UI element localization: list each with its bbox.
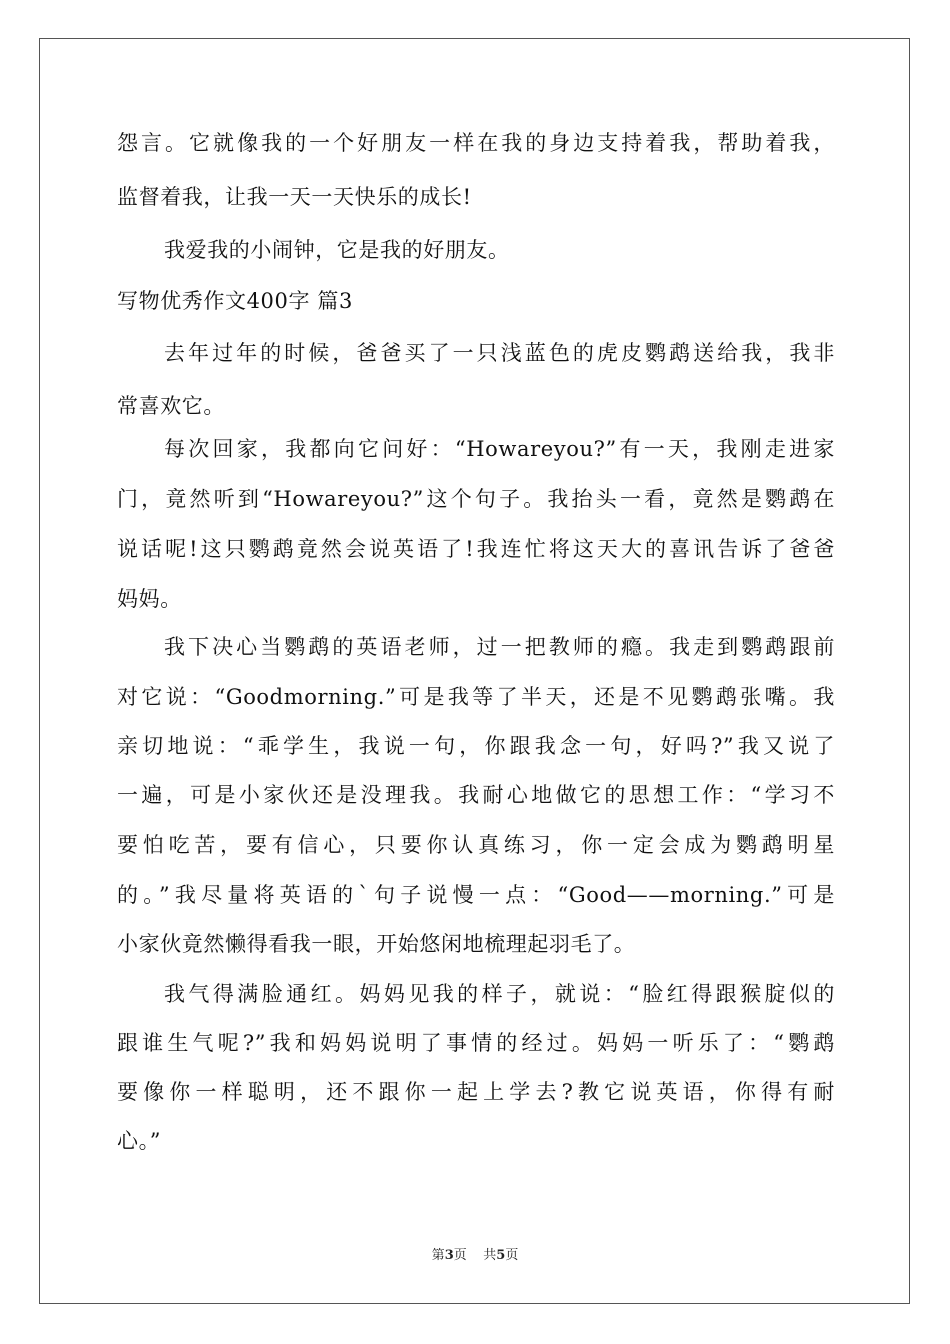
paragraph-line: 一遍，可是小家伙还是没理我。我耐心地做它的思想工作：“学习不 xyxy=(117,783,835,807)
paragraph-line: 说话呢!这只鹦鹉竟然会说英语了!我连忙将这天大的喜讯告诉了爸爸 xyxy=(117,537,835,561)
paragraph-line: 要像你一样聪明，还不跟你一起上学去?教它说英语，你得有耐 xyxy=(117,1080,835,1104)
paragraph-line: 要怕吃苦，要有信心，只要你认真练习，你一定会成为鹦鹉明星 xyxy=(117,833,835,857)
paragraph-line: 去年过年的时候，爸爸买了一只浅蓝色的虎皮鹦鹉送给我，我非 xyxy=(164,341,835,365)
page-prefix: 第 xyxy=(431,1248,445,1263)
paragraph-line: 妈妈。 xyxy=(117,587,182,611)
paragraph-line: 亲切地说：“乖学生，我说一句，你跟我念一句，好吗?”我又说了 xyxy=(117,734,835,758)
paragraph-line: 的。”我尽量将英语的`句子说慢一点：“Good——morning.”可是 xyxy=(117,883,835,907)
total-pages-number: 5 xyxy=(496,1248,506,1263)
paragraph-line: 小家伙竟然懒得看我一眼，开始悠闲地梳理起羽毛了。 xyxy=(117,932,636,956)
paragraph-line: 对它说：“Goodmorning.”可是我等了半天，还是不见鹦鹉张嘴。我 xyxy=(117,685,835,709)
paragraph-line: 常喜欢它。 xyxy=(117,394,225,418)
current-page-number: 3 xyxy=(444,1248,454,1263)
paragraph-line: 监督着我，让我一天一天快乐的成长! xyxy=(117,185,472,209)
paragraph-line: 我气得满脸通红。妈妈见我的样子，就说：“脸红得跟猴腚似的 xyxy=(164,982,835,1006)
paragraph-line: 每次回家，我都向它问好：“Howareyou?”有一天，我刚走进家 xyxy=(164,437,835,461)
page-suffix: 页 xyxy=(505,1248,519,1263)
page-number-footer xyxy=(0,1247,950,1265)
page-frame xyxy=(39,38,910,1304)
paragraph-line: 跟谁生气呢?”我和妈妈说明了事情的经过。妈妈一听乐了：“鹦鹉 xyxy=(117,1031,835,1055)
paragraph-line: 心。” xyxy=(117,1129,162,1153)
paragraph-line: 我爱我的小闹钟，它是我的好朋友。 xyxy=(164,238,510,262)
paragraph-line: 怨言。它就像我的一个好朋友一样在我的身边支持着我，帮助着我， xyxy=(117,131,835,155)
page-mid: 页 共 xyxy=(453,1248,497,1263)
paragraph-line: 门，竟然听到“Howareyou?”这个句子。我抬头一看，竟然是鹦鹉在 xyxy=(117,487,835,511)
section-heading: 写物优秀作文400字 篇3 xyxy=(117,289,353,313)
paragraph-line: 我下决心当鹦鹉的英语老师，过一把教师的瘾。我走到鹦鹉跟前 xyxy=(164,635,835,659)
